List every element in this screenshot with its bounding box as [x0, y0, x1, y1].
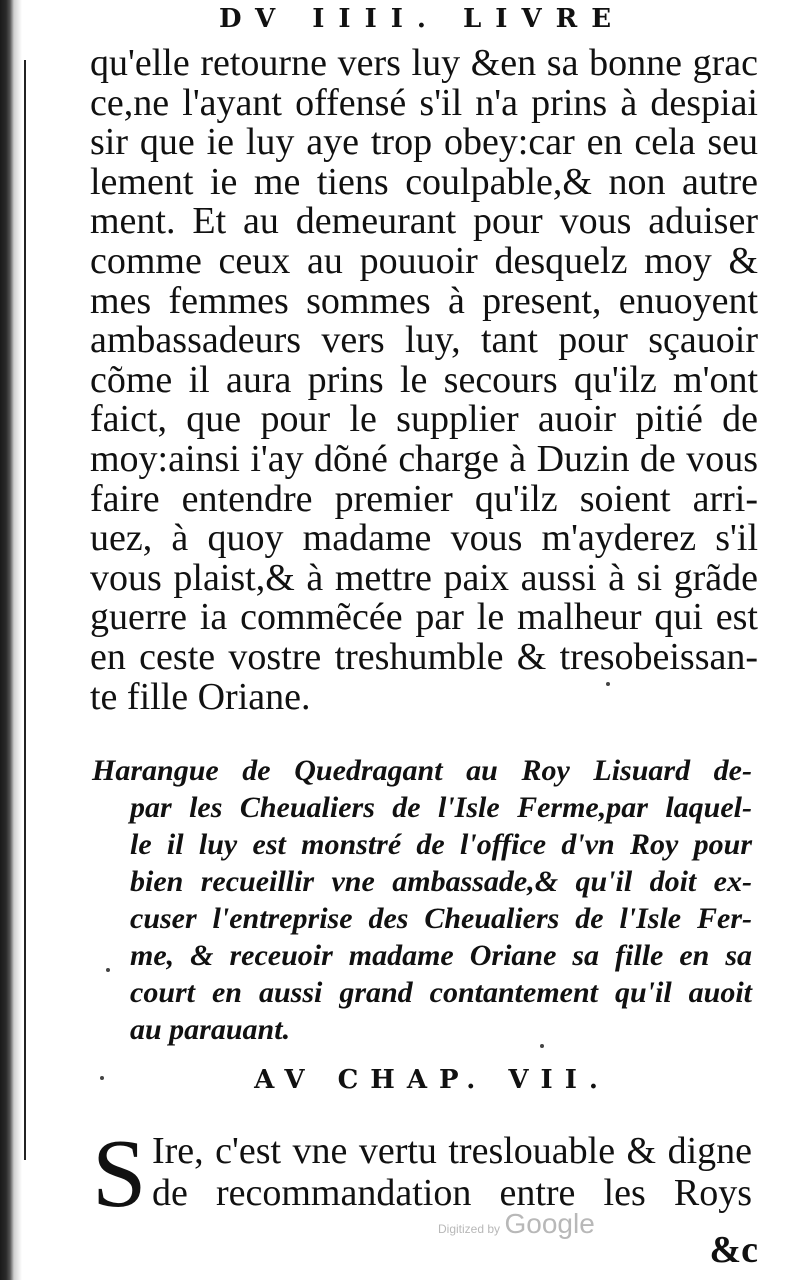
text-line: ambassadeurs vers luy, tant pour sçauoir: [90, 319, 758, 362]
heading-line: par les Cheualiers de l'Isle Ferme,par laquel-: [130, 791, 752, 824]
digitized-watermark: [438, 1208, 595, 1240]
text-line: te fille Oriane.: [90, 675, 311, 718]
text-line: ment. Et au demeurant pour vous aduiser: [90, 200, 758, 243]
watermark-prefix: Digitized by: [438, 1222, 501, 1236]
text-line: qu'elle retourne vers luy &en sa bonne grac: [90, 42, 758, 84]
gutter-rule: [24, 60, 26, 1160]
ink-speck: [606, 682, 610, 686]
text-line: mes femmes sommes à present, enuoyent: [90, 279, 758, 322]
text-line: ce,ne l'ayant offensé s'il n'a prins à despiai: [90, 81, 758, 124]
text-line: sir que ie luy aye trop obey:car en cela seu: [90, 121, 758, 164]
text-line: uez, à quoy madame vous m'ayderez s'il: [90, 517, 758, 560]
heading-line: Harangue de Quedragant au Roy Lisuard de-: [92, 754, 752, 787]
text-line: vous plaist,& à mettre paix aussi à si grãde: [90, 556, 758, 599]
text-line: en ceste vostre treshumble & tresobeissan-: [90, 635, 758, 678]
body-paragraph: [90, 44, 758, 717]
ink-speck: [100, 1076, 104, 1080]
chapter-label: AV CHAP. VII.: [254, 1065, 610, 1095]
text-line: lement ie me tiens coulpable,& non autre: [90, 160, 758, 203]
heading-line: le il luy est monstré de l'office d'vn Roy pour: [130, 828, 752, 861]
running-head: DV IIII. LIVRE: [218, 4, 626, 34]
chapter-summary-heading: [92, 752, 752, 1048]
heading-line: au parauant.: [130, 1013, 291, 1046]
text-line: cõme il aura prins le secours qu'ilz m'ont: [90, 358, 758, 401]
text-line: guerre ia commẽcée par le malheur qui est: [90, 596, 758, 639]
ink-speck: [540, 1044, 544, 1048]
text-line: moy:ainsi i'ay dõné charge à Duzin de vous: [90, 437, 758, 480]
heading-line: cuser l'entreprise des Cheualiers de l'Isle Fer-: [130, 902, 752, 935]
text-line: comme ceux au pouuoir desquelz moy &: [90, 239, 758, 282]
heading-line: me, & receuoir madame Oriane sa fille en sa: [130, 939, 752, 972]
watermark-brand: Google: [504, 1208, 595, 1239]
opening-line: de recommandation entre les Roys: [152, 1172, 752, 1214]
opening-line: Ire, c'est vne vertu treslouable & digne: [152, 1130, 752, 1172]
heading-line: court en aussi grand contantement qu'il auoit: [130, 976, 752, 1009]
text-line: faire entendre premier qu'ilz soient arri-: [90, 477, 758, 520]
heading-line: bien recueillir vne ambassade,& qu'il doit ex-: [130, 865, 752, 898]
catchword: &c: [709, 1229, 758, 1271]
text-line: faict, que pour le supplier auoir pitié de: [90, 398, 758, 441]
ink-speck: [106, 968, 110, 972]
drop-cap: S: [92, 1120, 147, 1228]
